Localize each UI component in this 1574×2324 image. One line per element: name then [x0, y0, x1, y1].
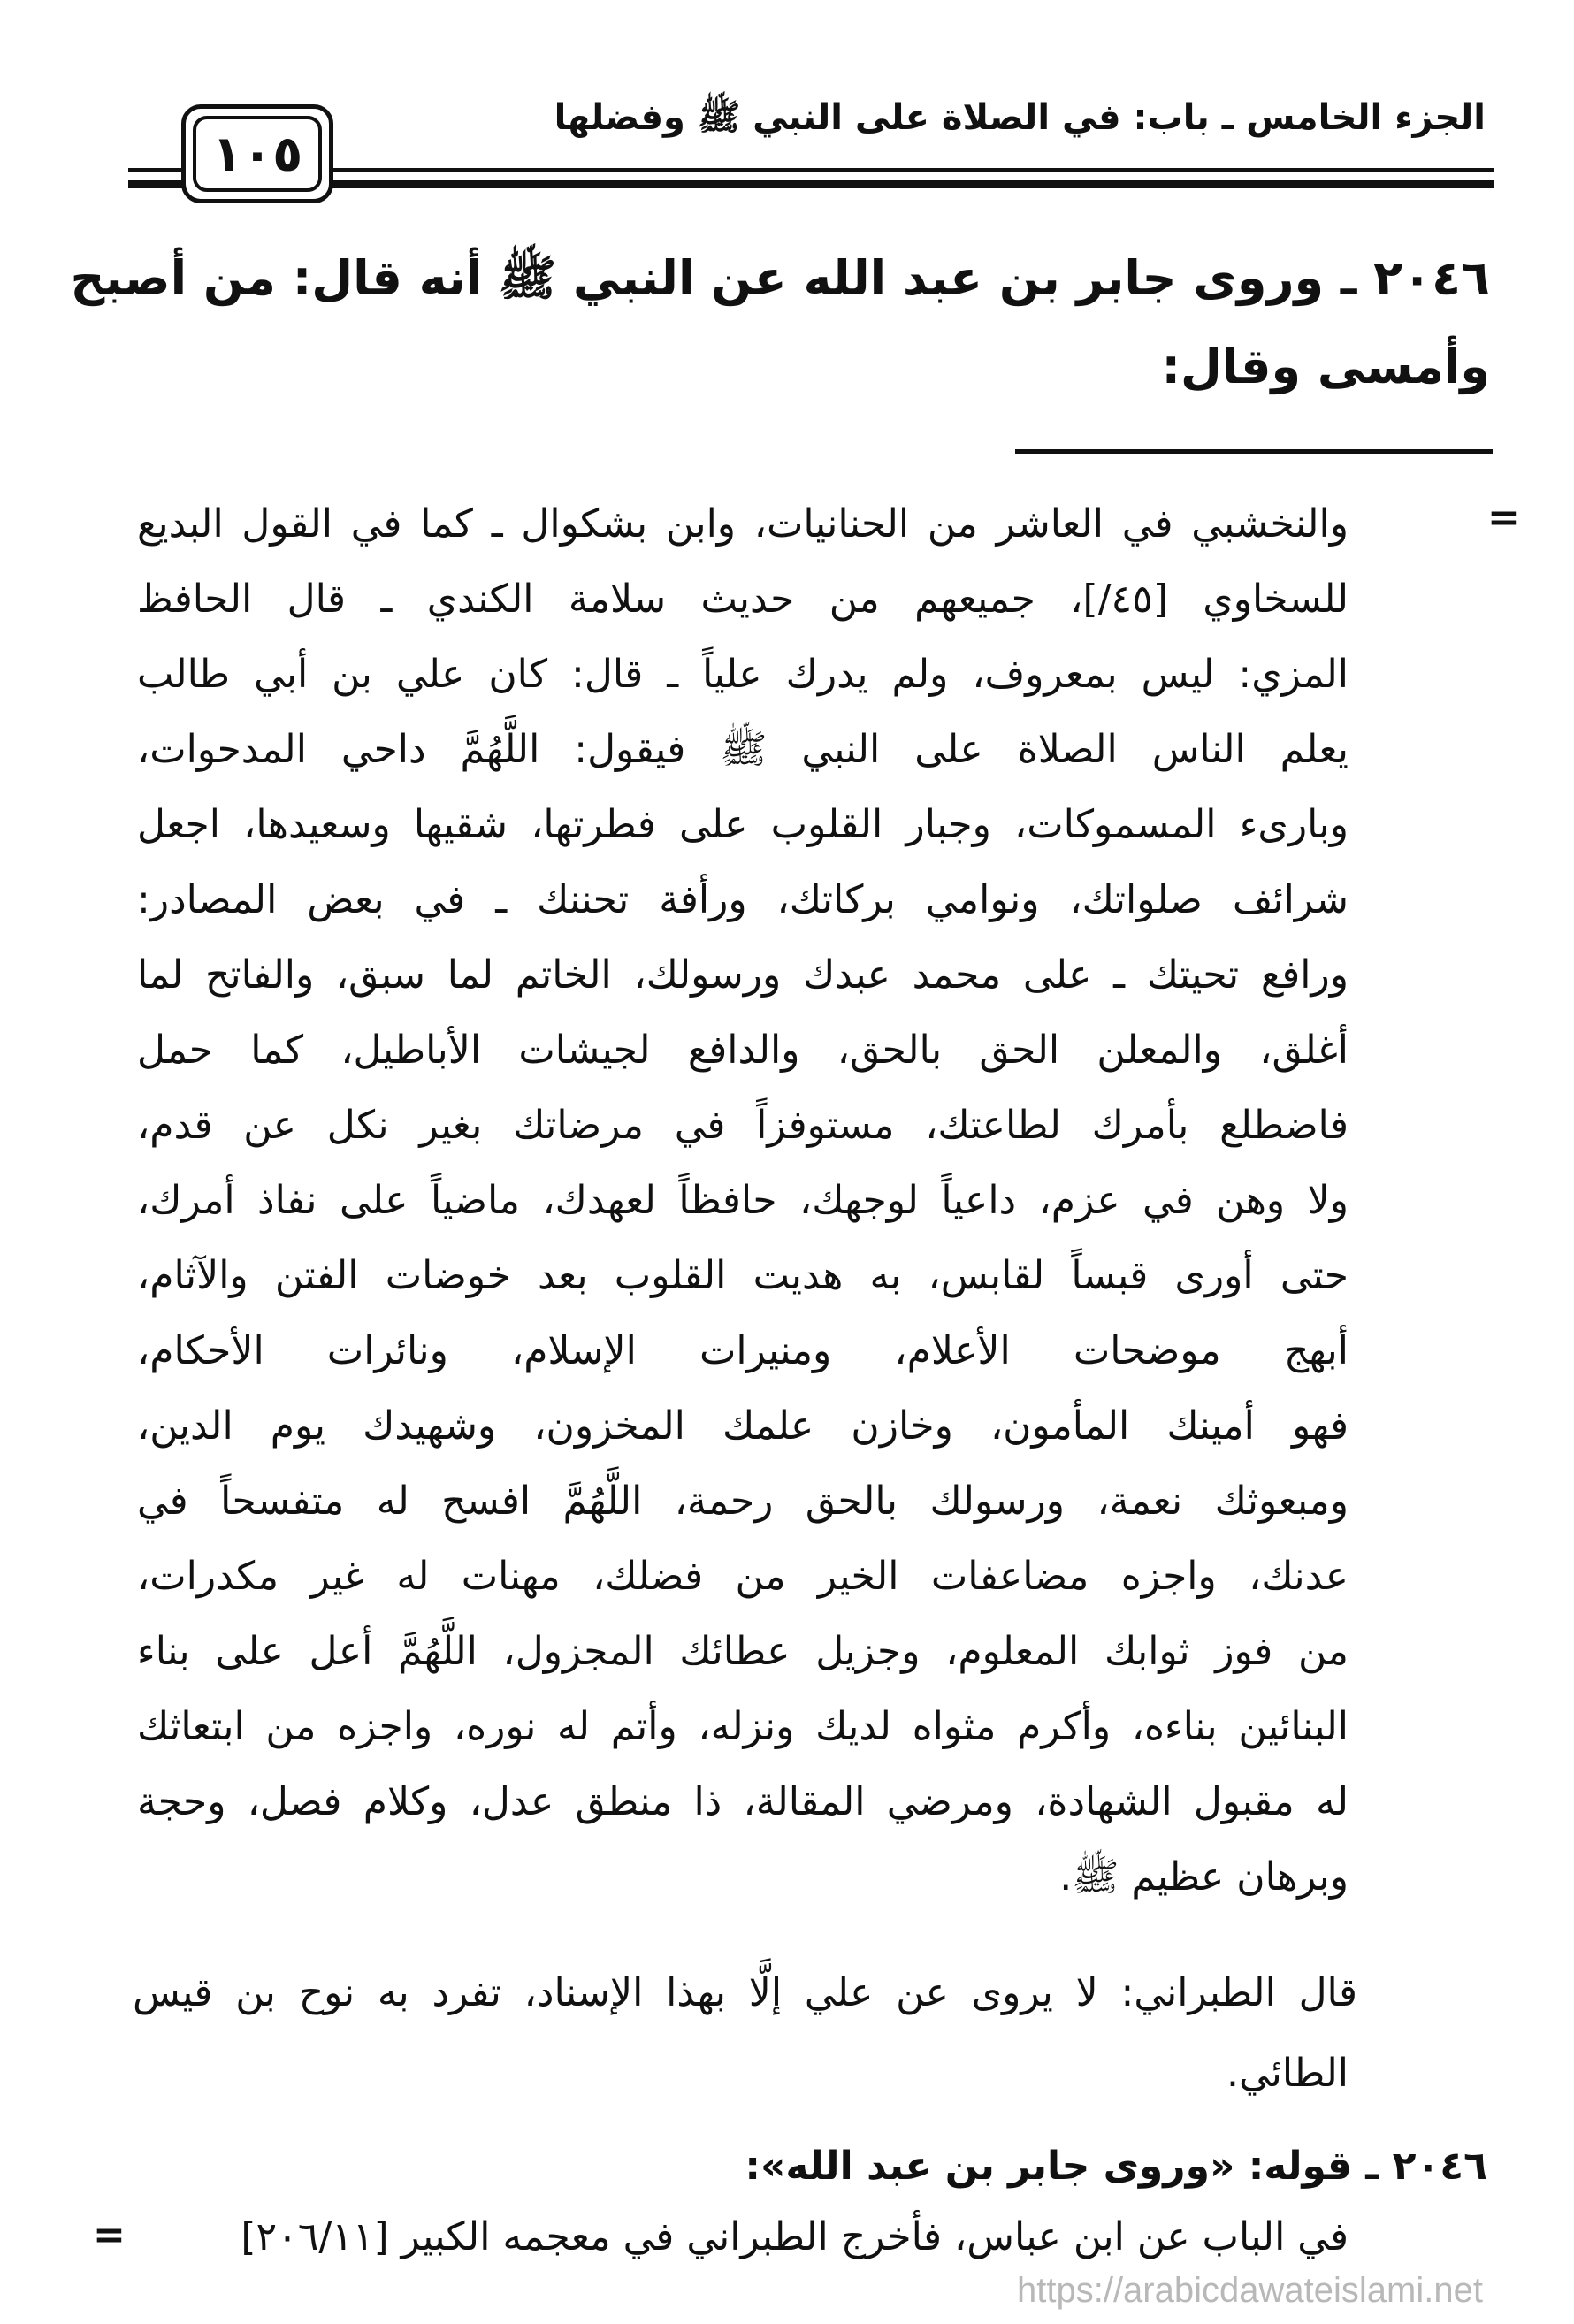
footnote-line: فهو أمينك المأمون، وخازن علمك المخزون، وشهيدك يوم الدين،	[137, 1403, 1349, 1449]
continuation-mark-bottom: =	[93, 2213, 126, 2258]
footnote-line: وبرهان عظيم ﷺ.	[1059, 1854, 1349, 1900]
page-number: ١٠٥	[193, 116, 322, 192]
footnote-line: أغلق، والمعلن الحق بالحق، والدافع لجيشات الأباطيل، كما حمل	[137, 1028, 1349, 1073]
footnote-line: عدنك، واجزه مضاعفات الخير من فضلك، مهنات له غير مكدرات،	[137, 1554, 1349, 1599]
footnote-separator	[1015, 449, 1493, 454]
footnote-line: قال الطبراني: لا يروى عن علي إلَّا بهذا الإسناد، تفرد به نوح بن قيس	[133, 1970, 1357, 2015]
footnote-line: ورافع تحيتك ـ على محمد عبدك ورسولك، الخاتم لما سبق، والفاتح لما	[137, 952, 1349, 998]
running-header-title: الجزء الخامس ـ باب: في الصلاة على النبي ﷺ وفضلها	[554, 97, 1486, 138]
footnote-line: للسخاوي [٤٥/]، جميعهم من حديث سلامة الكندي ـ قال الحافظ	[137, 577, 1349, 622]
comment-heading: ٢٠٤٦ ـ قوله: «وروى جابر بن عبد الله»:	[745, 2144, 1487, 2189]
footnote-line: من فوز ثوابك المعلوم، وجزيل عطائك المجزول، اللَّهُمَّ أعل على بناء	[137, 1629, 1349, 1674]
footnote-line: الطائي.	[1226, 2051, 1349, 2096]
footnote-line: له مقبول الشهادة، ومرضي المقالة، ذا منطق عدل، وكلام فصل، وحجة	[137, 1779, 1349, 1824]
footnote-line: شرائف صلواتك، ونوامي بركاتك، ورأفة تحننك ـ في بعض المصادر:	[137, 877, 1349, 922]
page-number-box	[181, 104, 333, 203]
continuation-mark-top: =	[1487, 495, 1520, 540]
footnote-line: والنخشبي في العاشر من الحنانيات، وابن بشكوال ـ كما في القول البديع	[137, 501, 1349, 547]
hadith-line-1: ٢٠٤٦ ـ وروى جابر بن عبد الله عن النبي ﷺ أنه قال: من أصبح	[70, 250, 1490, 306]
hadith-line-2: وأمسى وقال:	[1161, 339, 1490, 394]
footnote-line: وبارىء المسموكات، وجبار القلوب على فطرتها، شقيها وسعيدها، اجعل	[137, 802, 1349, 847]
footnote-line: فاضطلع بأمرك لطاعتك، مستوفزاً في مرضاتك بغير نكل عن قدم،	[137, 1103, 1349, 1148]
comment-line: في الباب عن ابن عباس، فأخرج الطبراني في معجمه الكبير [٢٠٦/١١]	[241, 2214, 1349, 2259]
footnote-line: ولا وهن في عزم، داعياً لوجهك، حافظاً لعهدك، ماضياً على نفاذ أمرك،	[137, 1178, 1349, 1223]
footnote-line: ومبعوثك نعمة، ورسولك بالحق رحمة، اللَّهُمَّ افسح له متفسحاً في	[137, 1479, 1349, 1524]
footnote-line: حتى أورى قبساً لقابس، به هديت القلوب بعد خوضات الفتن والآثام،	[137, 1253, 1349, 1298]
footnote-line: يعلم الناس الصلاة على النبي ﷺ فيقول: اللَّهُمَّ داحي المدحوات،	[137, 727, 1349, 772]
footnote-line: أبهج موضحات الأعلام، ومنيرات الإسلام، ونائرات الأحكام،	[137, 1328, 1349, 1373]
footnote-line: المزي: ليس بمعروف، ولم يدرك علياً ـ قال: كان علي بن أبي طالب	[137, 652, 1349, 697]
watermark-url: https://arabicdawateislami.net	[1017, 2271, 1483, 2310]
footnote-line: البنائين بناءه، وأكرم مثواه لديك ونزله، وأتم له نوره، واجزه من ابتعاثك	[137, 1704, 1349, 1749]
